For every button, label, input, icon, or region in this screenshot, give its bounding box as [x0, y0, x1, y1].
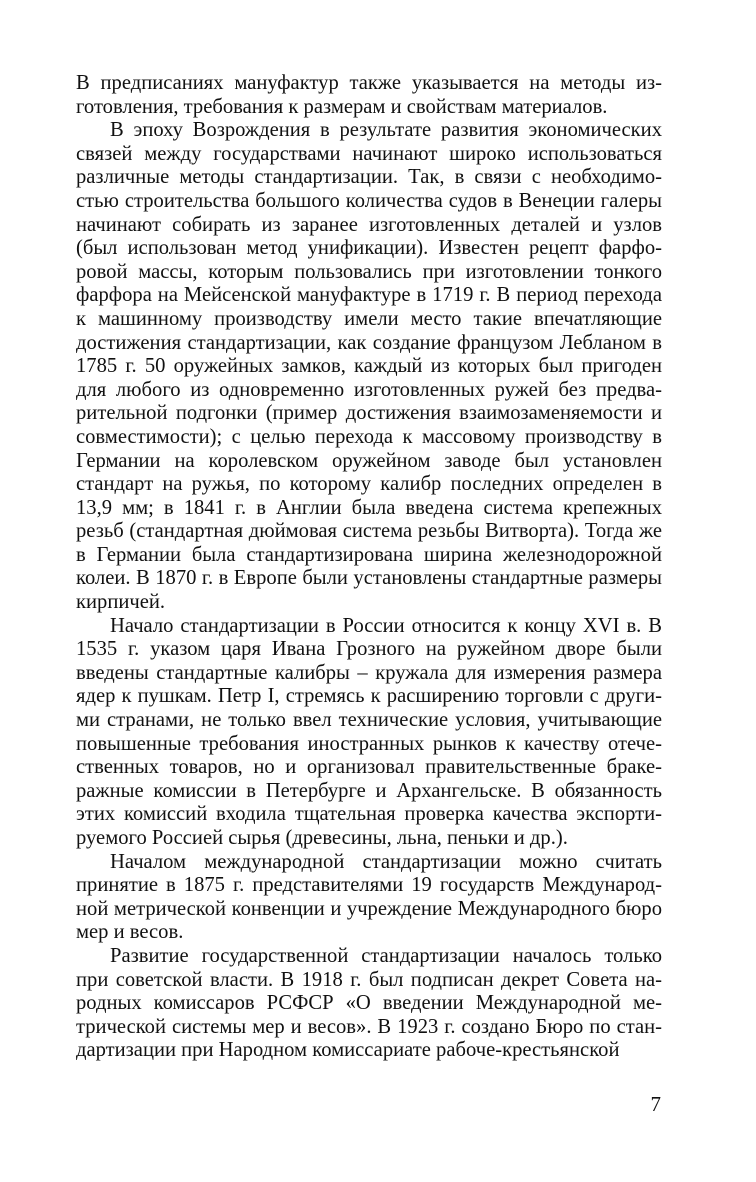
- paragraph-state-standardization: Развитие государственной стандартизации началось только при советской власти. В 1918 г. был подписан декрет Совета народных комиссаров РСФСР «О введении Международной метрической системы мер и весов». В 1923 г. создано Бюро по стандартизации при Народном комиссариате рабоче-крестьянской: [76, 944, 662, 1062]
- paragraph-manufactory-requirements: В предписаниях мануфактур также указывается на методы изготовления, требования к размерам и свойствам материалов.: [76, 72, 662, 118]
- page-number: 7: [650, 1092, 661, 1116]
- paragraph-renaissance-standardization: В эпоху Возрождения в результате развития экономических связей между государствами начинают широко использоваться различные методы стандартизации. Так, в связи с необходимостью строительства большого количества судов в Венеции галеры начинают собирать из заранее изготовленных деталей и узлов (был использован метод унификации). Известен рецепт фарфоровой массы, которым пользовались при изготовлении тонкого фарфора на Мейсенской мануфактуре в 1719 г. В период перехода к машинному производству имели место такие впечатляющие достижения стандартизации, как создание французом Лебланом в 1785 г. 50 оружейных замков, каждый из которых был пригоден для любого из одновременно изготовленных ружей без предварительной подгонки (пример достижения взаимозаменяемости и совместимости); с целью перехода к массовому производству в Германии на королевском оружейном заводе был установлен стандарт на ружья, по которому калибр последних определен в 13,9 мм; в 1841 г. в Англии была введена система крепежных резьб (стандартная дюймовая система резьбы Витворта). Тогда же в Германии была стандартизирована ширина железнодорожной колеи. В 1870 г. в Европе были установлены стандартные размеры кирпичей.: [76, 119, 662, 614]
- paragraph-standardization-in-russia: Начало стандартизации в России относится к концу XVI в. В 1535 г. указом царя Ивана Грозного на ружейном дворе были введены стандартные калибры – кружала для измерения размера ядер к пушкам. Петр I, стремясь к расширению торговли с другими странами, не только ввел технические условия, учитывающие повышенные требования иностранных рынков к качеству отечественных товаров, но и организовал правительственные бракеражные комиссии в Петербурге и Архангельске. В обязанность этих комиссий входила тщательная проверка качества экспортируемого Россией сырья (древесины, льна, пеньки и др.).: [76, 614, 662, 849]
- page-body: [76, 72, 662, 1063]
- paragraph-international-standardization: Началом международной стандартизации можно считать принятие в 1875 г. представителями 19 государств Международной метрической конвенции и учреждение Международного бюро мер и весов.: [76, 850, 662, 944]
